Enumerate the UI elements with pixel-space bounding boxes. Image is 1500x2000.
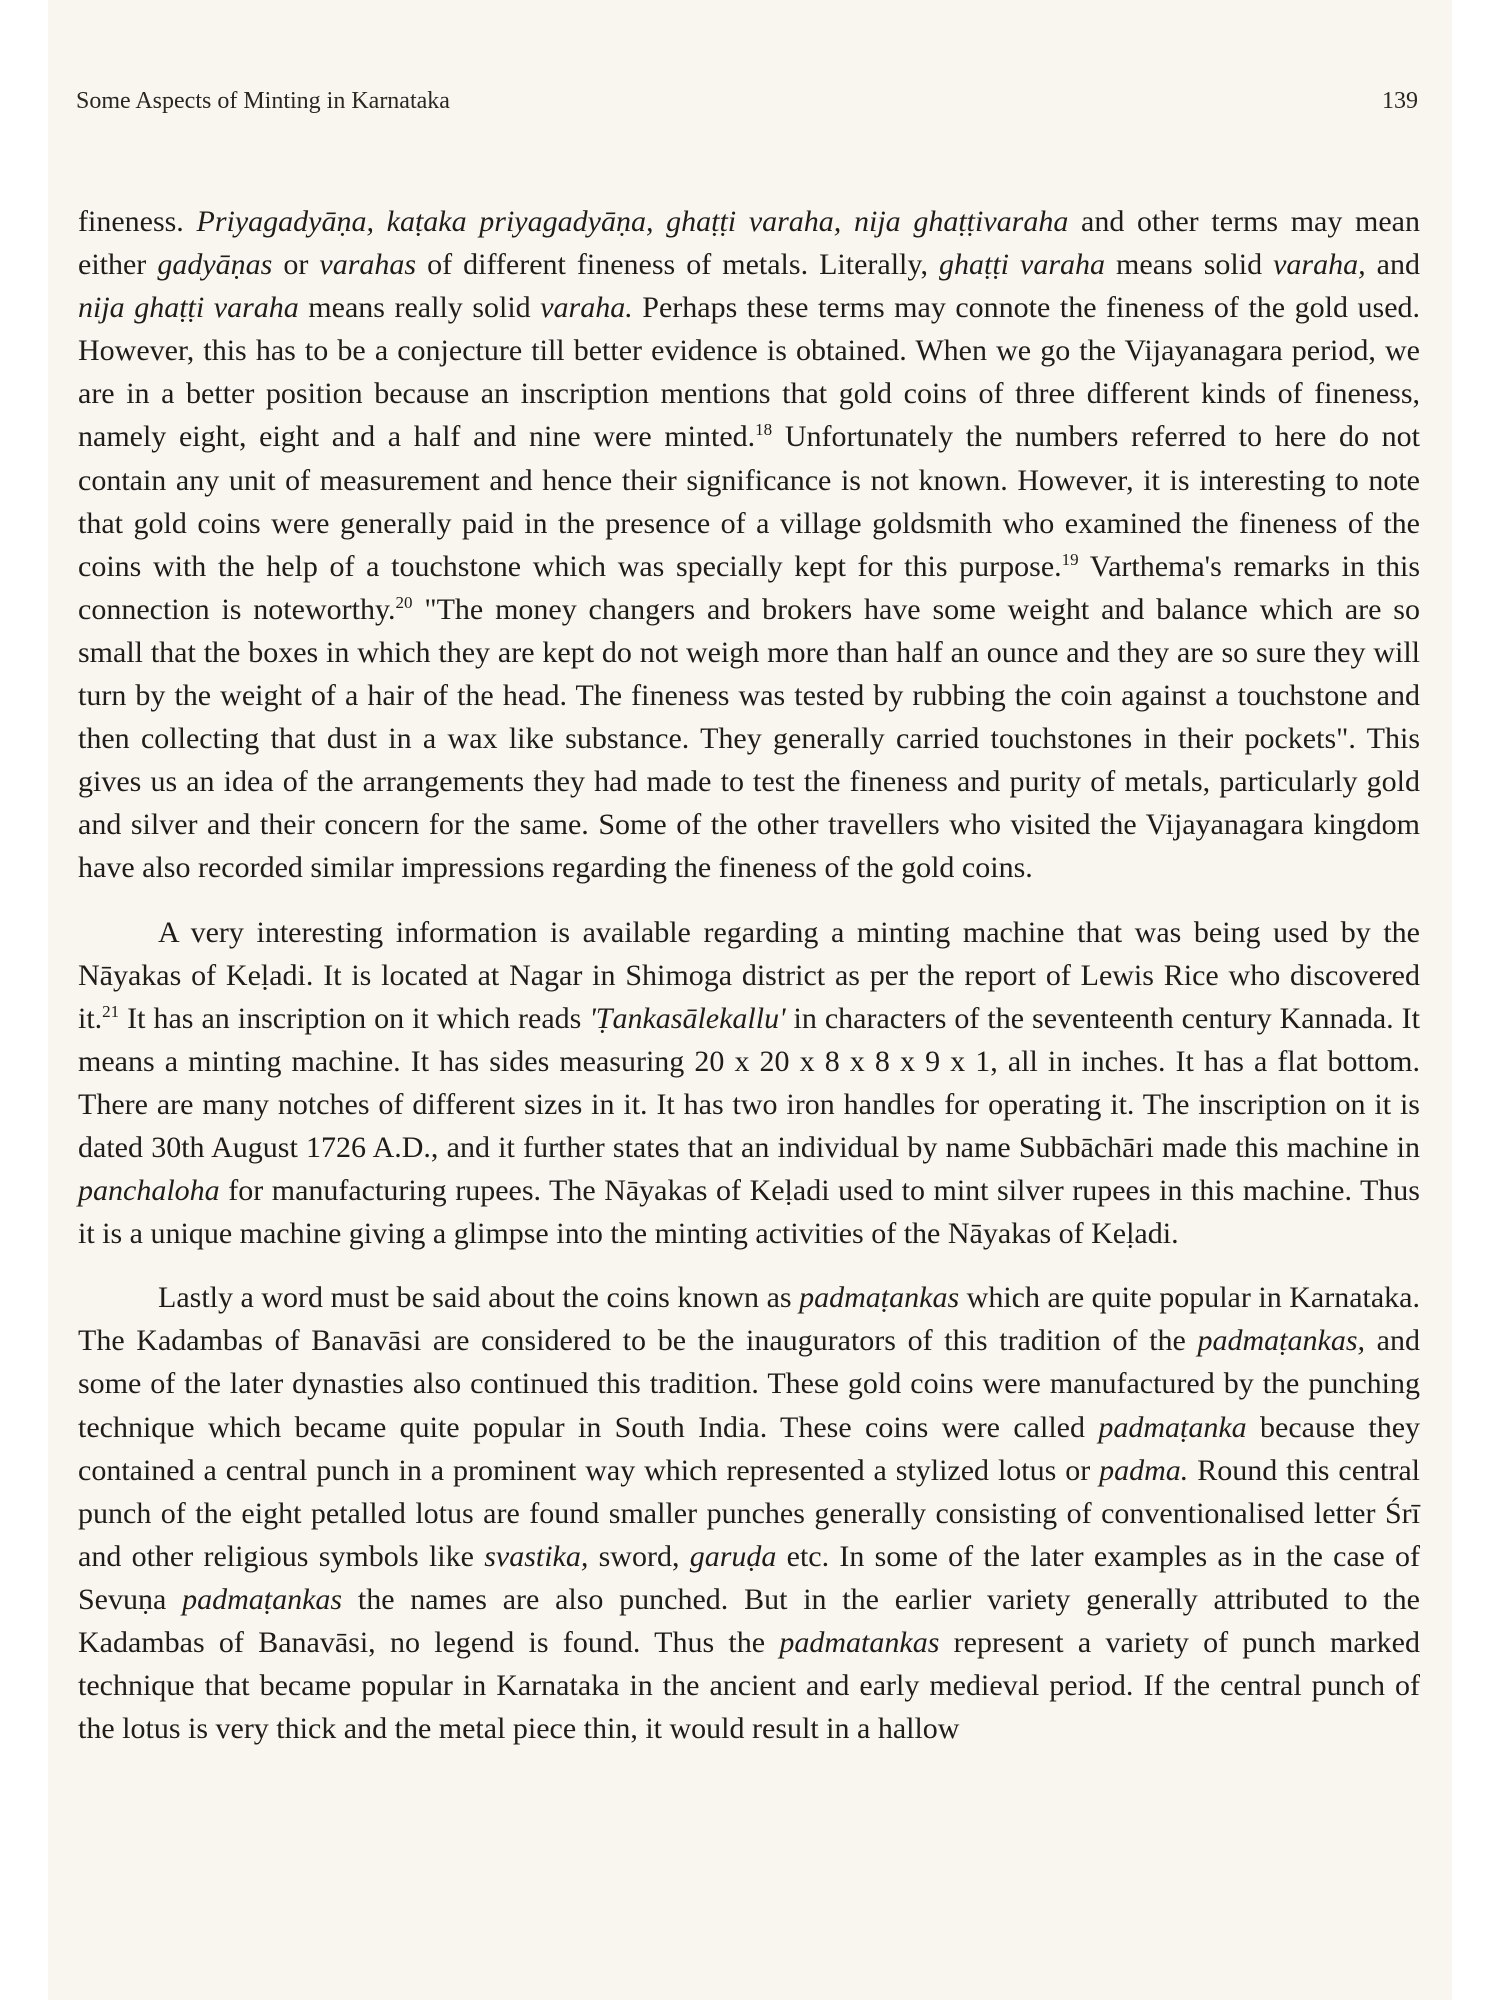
italic-term: ghaṭṭi varaha <box>938 248 1106 282</box>
text-run: because they contained a central punch in a prominent way which represented a stylized lotus or <box>78 1410 1421 1487</box>
italic-term: Priyagadyāṇa, kaṭaka priyagadyāṇa, ghaṭṭi varaha, nija ghaṭṭivaraha <box>196 205 1069 238</box>
paragraph-1 <box>78 200 1420 890</box>
italic-term: nija ghaṭṭi varaha <box>78 291 299 325</box>
footnote-ref: 19 <box>1061 549 1079 569</box>
italic-term: varahas <box>319 248 417 282</box>
text-run: represent a variety of punch marked technique that became popular in Karnataka in the ancient and early medieval period. If the central punch of the lotus is very thick and the metal piece thin, it would result in a hallow <box>78 1626 1420 1746</box>
italic-term: padmaṭankas <box>182 1582 343 1616</box>
text-run: Round this central punch of the eight petalled lotus are found smaller punches generally consisting of conventionalised letter Śrī and other religious symbols like <box>78 1453 1420 1573</box>
italic-term: padmaṭankas, <box>1197 1324 1366 1358</box>
text-run: means really solid <box>298 291 541 325</box>
italic-term: padmaṭanka <box>1098 1410 1247 1444</box>
italic-term: garuḍa <box>689 1539 777 1573</box>
text-run: in characters of the seventeenth century Kannada. It means a minting machine. It has sides measuring 20 x 20 x 8 x 8 x 9 x 1, all in inches. It has a flat bottom. There are many notches of different sizes in it. It has two iron handles for operating it. The inscription on it is dated 30th August 1726 A.D., and it further states that an individual by name Subbāchāri made this machine in <box>78 1001 1421 1164</box>
italic-term: gadyāṇas <box>157 248 273 282</box>
text-run: Unfortunately the numbers referred to here do not contain any unit of measurement and hence their significance is not known. However, it is interesting to note that gold coins were generally paid in the presence of a village goldsmith who examined the fineness of the coins with the help of a touchstone which was specially kept for this purpose. <box>78 420 1420 583</box>
italic-term: svastika, <box>484 1539 589 1573</box>
text-run: "The money changers and brokers have some weight and balance which are so small that the boxes in which they are kept do not weigh more than half an ounce and they are so sure they will turn by the weight of a hair of the head. The fineness was tested by rubbing the coin against a touchstone and then collecting that dust in a wax like substance. They generally carried touchstones in their pockets". This gives us an idea of the arrangements they had made to test the fineness and purity of metals, particularly gold and silver and their concern for the same. Some of the other travellers who visited the Vijayanagara kingdom have also recorded similar impressions regarding the fineness of the gold coins. <box>78 592 1420 885</box>
text-run: and other terms may mean either <box>78 205 1420 282</box>
text-run: Perhaps these terms may connote the fineness of the gold used. However, this has to be a conjecture till better evidence is obtained. When we go the Vijayanagara period, we are in a better position because an inscription mentions that gold coins of three different kinds of fineness, namely eight, eight and a half and nine were minted. <box>78 291 1421 454</box>
footnote-ref: 20 <box>395 592 413 612</box>
text-run: and <box>1365 248 1420 282</box>
text-run: and some of the later dynasties also continued this tradition. These gold coins were manufactured by the punching technique which became quite popular in South India. These coins were called <box>78 1324 1420 1444</box>
text-run: or <box>272 248 320 282</box>
text-run: sword, <box>588 1539 690 1573</box>
italic-term: padmaṭankas <box>799 1281 960 1315</box>
italic-term: 'Ṭankasālekallu' <box>589 1001 786 1035</box>
text-run: Lastly a word must be said about the coins known as <box>158 1281 800 1315</box>
footnote-ref: 18 <box>755 420 773 440</box>
text-run: for manufacturing rupees. The Nāyakas of Keḷadi used to mint silver rupees in this machine. Thus it is a unique machine giving a glimpse into the minting activities of the Nāyakas of Keḷadi. <box>78 1174 1420 1251</box>
text-run: which are quite popular in Karnataka. The Kadambas of Banavāsi are considered to be the inaugurators of this tradition of the <box>78 1281 1420 1358</box>
text-run: the names are also punched. But in the earlier variety generally attributed to the Kadambas of Banavāsi, no legend is found. Thus the <box>78 1582 1420 1659</box>
page-number: 139 <box>1382 88 1418 114</box>
paragraph-3 <box>78 1276 1420 1750</box>
running-title: Some Aspects of Minting in Karnataka <box>76 88 450 114</box>
italic-term: padma. <box>1099 1453 1189 1487</box>
italic-term: varaha. <box>540 291 633 325</box>
italic-term: varaha, <box>1273 248 1366 282</box>
text-run: of different fineness of metals. Literally, <box>416 248 939 282</box>
body-text <box>78 200 1420 1750</box>
italic-term: panchaloha <box>78 1174 220 1208</box>
book-page <box>48 0 1452 2000</box>
text-run: It has an inscription on it which reads <box>119 1001 590 1035</box>
italic-term: padmatankas <box>779 1626 940 1659</box>
text-run: fineness. <box>78 205 197 238</box>
paragraph-2 <box>78 911 1420 1256</box>
text-run: means solid <box>1105 248 1274 282</box>
text-run: Varthema's remarks in this connection is noteworthy. <box>78 549 1420 626</box>
footnote-ref: 21 <box>102 1001 120 1021</box>
text-run: A very interesting information is available regarding a minting machine that was being used by the Nāyakas of Keḷadi. It is located at Nagar in Shimoga district as per the report of Lewis Rice who discovered it. <box>78 915 1420 1035</box>
text-run: etc. In some of the later examples as in the case of Sevuṇa <box>78 1539 1420 1616</box>
